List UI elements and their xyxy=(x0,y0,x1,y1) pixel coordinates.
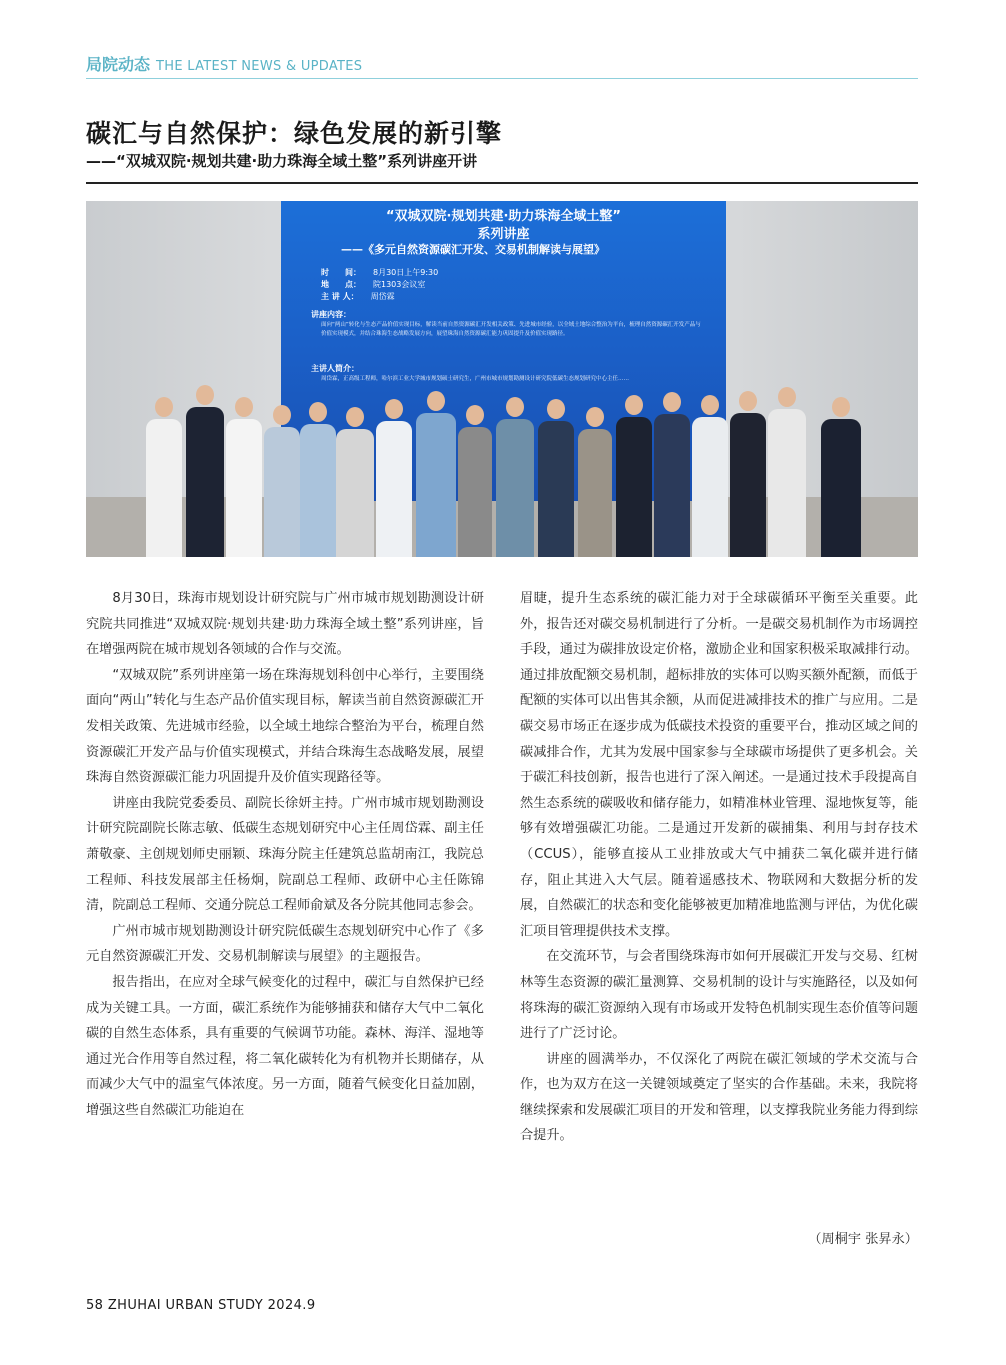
attendee xyxy=(416,391,456,557)
screen-content-text: 面向“两山”转化与生态产品价值实现目标，解读当前自然资源碳汇开发相关政策、先进城市经验，以全域土地综合整治为平台，梳理自然资源碳汇开发产品与价值实现模式，并结合珠海生态战略发展方向，展望珠海自然资源碳汇能力巩固提升及价值实现路径。 xyxy=(321,322,701,337)
attendee xyxy=(616,395,652,557)
screen-content-label: 讲座内容： xyxy=(311,310,351,319)
paragraph: 眉睫，提升生态系统的碳汇能力对于全球碳循环平衡至关重要。此外，报告还对碳交易机制进行了分析。一是碳交易机制作为市场调控手段，通过为碳排放设定价格，激励企业和国家积极采取减排行动。通过排放配额交易机制，超标排放的实体可以购买额外配额，而低于配额的实体可以出售其余额，从而促进减排技术的推广与应用。二是碳交易市场正在逐步成为低碳技术投资的重要平台，推动区域之间的碳减排合作，尤其为发展中国家参与全球碳市场提供了更多机会。关于碳汇科技创新，报告也进行了深入阐述。一是通过技术手段提高自然生态系统的碳吸收和储存能力，如精准林业管理、湿地恢复等，能够有效增强碳汇功能。二是通过开发新的碳捕集、利用与封存技术（CCUS），能够直接从工业排放或大气中捕获二氧化碳并进行储存，阻止其进入大气层。随着遥感技术、物联网和大数据分析的发展，自然碳汇的状态和变化能够被更加精准地监测与评估，为优化碳汇项目管理提供技术支撑。 xyxy=(520,591,918,939)
attendee xyxy=(578,407,612,557)
screen-series: 系列讲座 xyxy=(477,227,530,242)
screen-place-label: 地 点： xyxy=(321,280,361,289)
screen-time-label: 时 间： xyxy=(321,268,361,277)
paragraph: 8月30日，珠海市规划设计研究院与广州市城市规划勘测设计研究院共同推进“双城双院·规划共建·助力珠海全域土整”系列讲座，旨在增强两院在城市规划各领域的合作与交流。 xyxy=(86,591,484,658)
paragraph: 报告指出，在应对全球气候变化的过程中，碳汇与自然保护已经成为关键工具。一方面，碳汇系统作为能够捕获和储存大气中二氧化碳的自然生态体系，具有重要的气候调节功能。森林、海洋、湿地等通过光合作用等自然过程，将二氧化碳转化为有机物并长期储存，从而减少大气中的温室气体浓度。另一方面，随着气候变化日益加剧，增强这些自然碳汇功能迫在 xyxy=(86,974,484,1118)
author-credit: （周桐宇 张昇永） xyxy=(808,1232,918,1247)
attendee xyxy=(692,395,728,557)
page-footer: 58 ZHUHAI URBAN STUDY 2024.9 xyxy=(86,1298,316,1313)
paragraph: 讲座的圆满举办，不仅深化了两院在碳汇领域的学术交流与合作，也为双方在这一关键领域奠定了坚实的合作基础。未来，我院将继续探索和发展碳汇项目的开发和管理，以支撑我院业务能力得到综合提升。 xyxy=(520,1051,918,1144)
screen-place-value: 院1303会议室 xyxy=(373,280,426,289)
screen-speaker-row xyxy=(321,291,395,302)
attendee xyxy=(300,402,336,557)
article-body-left xyxy=(86,586,484,1123)
header-divider xyxy=(86,78,918,79)
screen-topic: ——《多元自然资源碳汇开发、交易机制解读与展望》 xyxy=(341,243,605,256)
screen-time-row xyxy=(321,267,438,278)
attendee xyxy=(226,397,262,557)
section-title-en: THE LATEST NEWS & UPDATES xyxy=(156,59,363,74)
attendee xyxy=(496,397,534,557)
screen-intro-text: 周岱霖，正高级工程师，哈尔滨工业大学城市规划硕士研究生，广州市城市规划勘测设计研究院低碳生态规划研究中心主任…… xyxy=(321,376,630,382)
attendee xyxy=(186,385,224,557)
attendee xyxy=(336,407,374,557)
attendee xyxy=(264,405,300,557)
attendee xyxy=(538,399,574,557)
article-body-right xyxy=(520,586,918,1149)
screen-intro-label: 主讲人简介： xyxy=(311,364,359,373)
paragraph: 在交流环节，与会者围绕珠海市如何开展碳汇开发与交易、红树林等生态资源的碳汇量测算、交易机制的设计与实施路径，以及如何将珠海的碳汇资源纳入现有市场或开发特色机制实现生态价值等问题进行了广泛讨论。 xyxy=(520,949,918,1042)
section-title-cn: 局院动态 xyxy=(86,55,151,74)
paragraph: 讲座由我院党委委员、副院长徐妍主持。广州市城市规划勘测设计研究院副院长陈志敏、低碳生态规划研究中心主任周岱霖、副主任萧敬豪、主创规划师史丽颖、珠海分院主任建筑总监胡南江，我院总工程师、科技发展部主任杨炯，院副总工程师、政研中心主任陈锦清，院副总工程师、交通分院总工程师俞斌及各分院其他同志参会。 xyxy=(86,795,484,914)
attendee xyxy=(654,392,690,557)
section-header xyxy=(86,52,918,78)
paragraph: “双城双院”系列讲座第一场在珠海规划科创中心举行，主要围绕面向“两山”转化与生态产品价值实现目标，解读当前自然资源碳汇开发相关政策、先进城市经验，以全域土地综合整治为平台，梳理自然资源碳汇开发产品与价值实现模式，并结合珠海生态战略发展，展望珠海自然资源碳汇能力巩固提升及价值实现路径等。 xyxy=(86,667,484,786)
article-subtitle: ——“双城双院·规划共建·助力珠海全域土整”系列讲座开讲 xyxy=(86,152,478,170)
group-of-attendees xyxy=(86,379,918,557)
paragraph: 广州市城市规划勘测设计研究院低碳生态规划研究中心作了《多元自然资源碳汇开发、交易机制解读与展望》的主题报告。 xyxy=(86,923,484,965)
title-divider xyxy=(86,182,918,184)
attendee xyxy=(821,397,861,557)
screen-speaker-label: 主 讲 人： xyxy=(321,292,359,301)
event-photo xyxy=(86,201,918,557)
article-title: 碳汇与自然保护：绿色发展的新引擎 xyxy=(86,119,503,148)
screen-speaker-value: 周岱霖 xyxy=(370,292,395,301)
attendee xyxy=(768,387,806,557)
screen-time-value: 8月30日上午9:30 xyxy=(373,268,439,277)
screen-place-row xyxy=(321,279,425,290)
screen-title: “双城双院·规划共建·助力珠海全域土整” xyxy=(386,209,621,224)
attendee xyxy=(146,397,182,557)
attendee xyxy=(376,399,412,557)
attendee xyxy=(730,391,766,557)
attendee xyxy=(458,405,492,557)
